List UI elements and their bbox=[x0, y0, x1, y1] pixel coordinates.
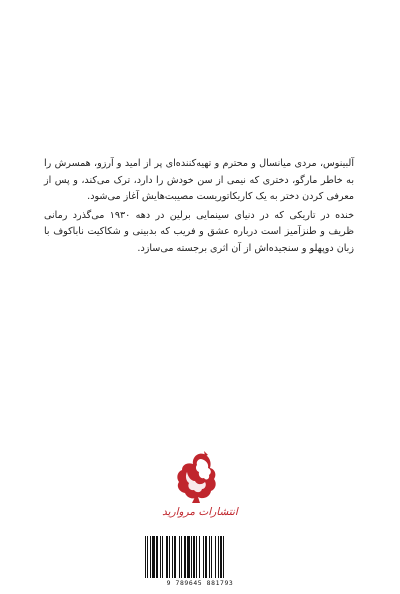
synopsis-paragraph-2: خنده در تاریکی که در دنیای سینمایی برلین در دهه ۱۹۳۰ می‌گذرد رمانی ظریف و طنزآمیز است درباره عشق و فریب که بدبینی و شکاکیت ناباکوف با زبان دوپهلو و سنجیده‌اش از آن اثری برجسته می‌سازد. bbox=[44, 209, 354, 254]
barcode-bar bbox=[196, 536, 197, 578]
barcode-bar bbox=[181, 536, 182, 578]
barcode-bar bbox=[223, 536, 224, 578]
publisher-name: انتشارات مروارید bbox=[162, 506, 238, 518]
barcode-bar bbox=[156, 536, 158, 578]
barcode-bar bbox=[203, 536, 204, 578]
barcode-bar bbox=[218, 536, 219, 578]
synopsis-text bbox=[44, 156, 354, 260]
barcode-bar bbox=[211, 536, 212, 578]
barcode-bar bbox=[150, 536, 151, 578]
barcode-bar bbox=[152, 536, 155, 578]
barcode-bar bbox=[209, 536, 210, 578]
barcode-bars bbox=[141, 536, 259, 580]
barcode-bar bbox=[166, 536, 168, 578]
barcode-bar bbox=[193, 536, 195, 578]
barcode-bar bbox=[184, 536, 186, 578]
barcode-bar bbox=[205, 536, 207, 578]
barcode-bar bbox=[187, 536, 190, 578]
barcode-bar bbox=[162, 536, 163, 578]
barcode-bar bbox=[172, 536, 173, 578]
barcode-bar bbox=[169, 536, 170, 578]
barcode-bar bbox=[191, 536, 192, 578]
barcode-bar bbox=[179, 536, 180, 578]
barcode-bar bbox=[145, 536, 146, 578]
barcode-bar bbox=[199, 536, 200, 578]
barcode-bar bbox=[147, 536, 148, 578]
barcode-bar bbox=[220, 536, 222, 578]
synopsis-paragraph-1: آلبینوس، مردی میانسال و محترم و تهیه‌کننده‌ای پر از امید و آرزو، همسرش را به خاطر مارگو، دختری که نیمی از سن خودش را دارد، ترک می‌کند، و پس از معرفی کردن دختر به یک کاریکاتوریست مصیبت‌هایش آغاز می‌شود. bbox=[44, 158, 354, 203]
barcode-bar bbox=[215, 536, 216, 578]
barcode-bar bbox=[174, 536, 176, 578]
isbn-barcode bbox=[141, 536, 259, 580]
rooster-icon bbox=[171, 450, 221, 504]
barcode-bar bbox=[160, 536, 161, 578]
publisher-logo-graphic bbox=[171, 450, 221, 504]
isbn-number: 9 789645 881793 bbox=[166, 579, 234, 587]
